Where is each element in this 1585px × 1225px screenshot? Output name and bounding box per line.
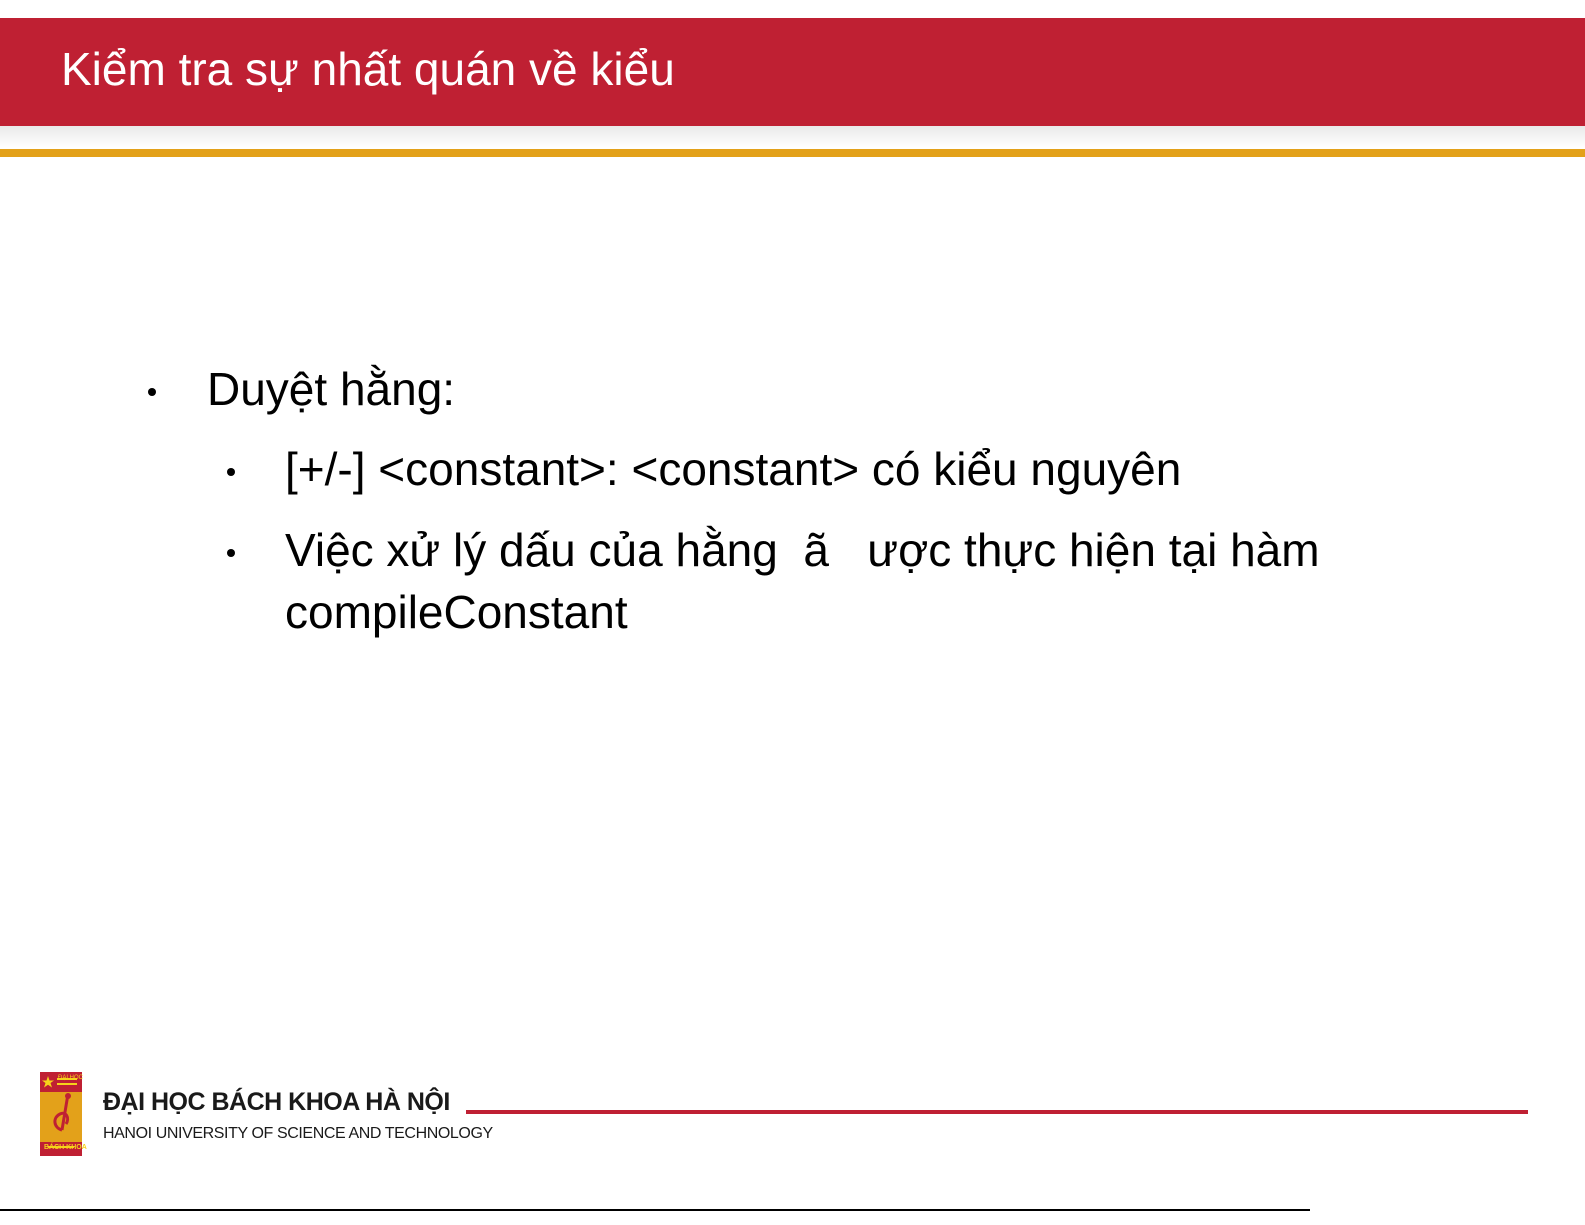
sub-bullet-dot xyxy=(227,468,235,476)
slide-title-bar xyxy=(0,18,1585,126)
sub-bullet-item: [+/-] <constant>: <constant> có kiểu nguyên xyxy=(285,443,1182,495)
page-bottom-edge xyxy=(0,1209,1310,1211)
university-logo xyxy=(40,1072,87,1156)
footer-rule xyxy=(466,1110,1528,1114)
sub-bullet-item: Việc xử lý dấu của hằng ã ược thực hiện tại hàm compileConstant xyxy=(285,524,1333,638)
title-accent-rule xyxy=(0,149,1585,157)
slide-title: Kiểm tra sự nhất quán về kiểu xyxy=(61,43,675,95)
bullet-item: Duyệt hằng: xyxy=(207,363,456,415)
sub-bullet-dot xyxy=(227,549,235,557)
university-name: ĐẠI HỌC BÁCH KHOA HÀ NỘI xyxy=(103,1088,450,1116)
logo-text-bottom: BÁCH KHOA xyxy=(44,1144,87,1151)
title-shadow xyxy=(0,126,1585,148)
logo-text-top: ĐẠI HỌC xyxy=(58,1075,84,1081)
university-name-en: HANOI UNIVERSITY OF SCIENCE AND TECHNOLOGY xyxy=(103,1125,493,1142)
bullet-dot xyxy=(148,388,156,396)
